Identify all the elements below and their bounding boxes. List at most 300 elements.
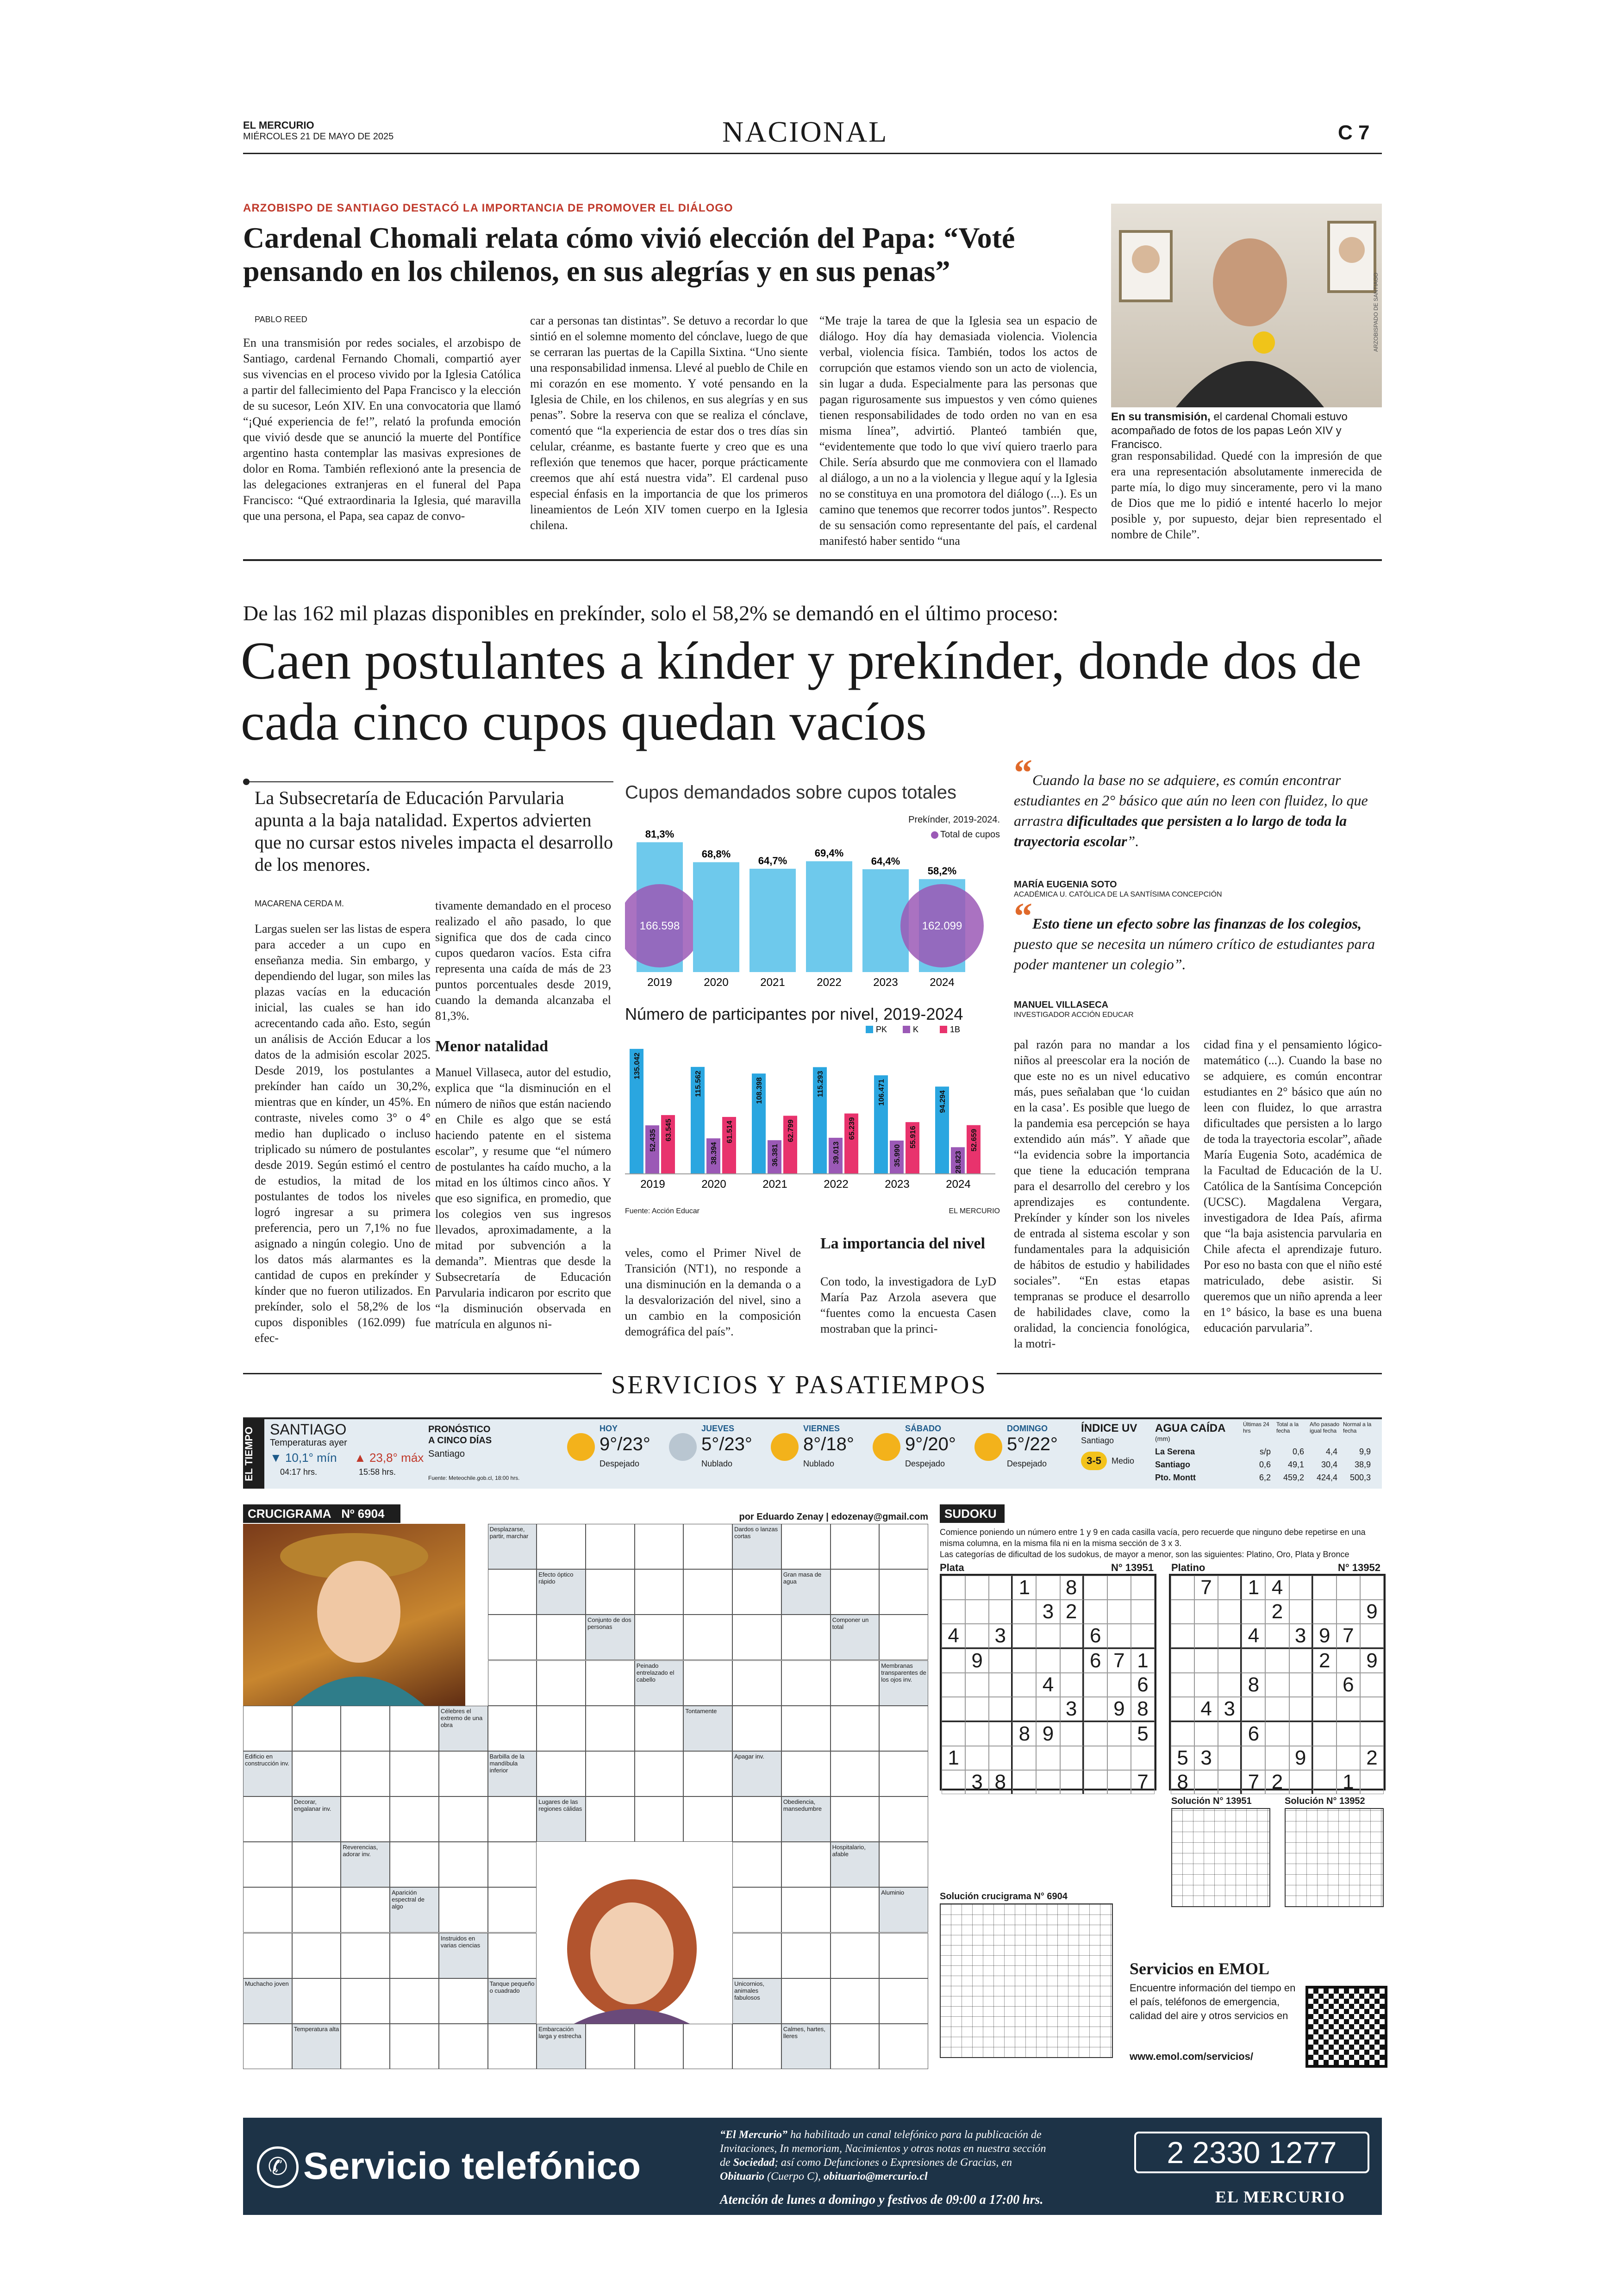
sudoku-cell[interactable]: [1131, 1624, 1155, 1649]
sudoku-cell[interactable]: [942, 1697, 965, 1722]
crossword-cell[interactable]: [732, 2024, 781, 2069]
crossword-cell[interactable]: [879, 2024, 928, 2069]
sudoku-cell[interactable]: [989, 1722, 1012, 1746]
crossword-cell[interactable]: [292, 1706, 341, 1751]
crossword-cell[interactable]: [292, 1751, 341, 1796]
crossword-cell[interactable]: [341, 1751, 390, 1796]
crossword-cell[interactable]: [439, 1796, 488, 1842]
sudoku-cell[interactable]: [1289, 1770, 1313, 1794]
sudoku-cell[interactable]: [1313, 1746, 1337, 1770]
crossword-cell[interactable]: [683, 1615, 732, 1660]
sudoku-cell[interactable]: [1084, 1576, 1107, 1600]
crossword-cell[interactable]: [831, 1978, 880, 2024]
sudoku-cell: 2: [1265, 1770, 1289, 1794]
sudoku-cell[interactable]: [1218, 1722, 1242, 1746]
chart1-tick-2022: 2022: [817, 976, 842, 989]
sudoku-cell[interactable]: [1337, 1746, 1360, 1770]
sudoku-cell: 1: [1131, 1649, 1155, 1673]
crossword-cell[interactable]: [831, 1887, 880, 1933]
sudoku-cell[interactable]: [1313, 1722, 1337, 1746]
crossword-cell[interactable]: [831, 1660, 880, 1706]
chart2-credit: EL MERCURIO: [949, 1207, 1000, 1215]
sudoku-cell[interactable]: [1171, 1697, 1194, 1722]
crossword-cell[interactable]: [732, 1842, 781, 1887]
rain-value: s/p: [1259, 1447, 1271, 1456]
chart1-tick-2019: 2019: [647, 976, 672, 989]
sudoku-cell[interactable]: [1337, 1649, 1360, 1673]
cloud-icon: [873, 1433, 900, 1461]
sudoku-cell[interactable]: [1218, 1600, 1242, 1624]
sudoku-cell: 1: [1337, 1770, 1360, 1794]
crossword-cell[interactable]: [390, 1978, 439, 2024]
sudoku2-number: N° 13952: [1338, 1562, 1380, 1573]
chart2-label-1B-2021: 62.799: [787, 1119, 795, 1142]
crossword-clue: Temperatura alta: [292, 2024, 341, 2069]
sudoku-cell[interactable]: [1194, 1600, 1218, 1624]
article2-col2b: Manuel Villaseca, autor del estudio, explica que “la disminución en el número de niños que están naciendo en Chile es algo que se está haciendo patente en el sistema escolar”, y resume que “el número de postulantes ha caído mucho, a la mitad en los últimos cinco años. Y que eso significa, en promedio, que los colegios ven sus ingresos llevados, aproximadamente, a la mitad por subvención a la demanda”. Mientras que desde la Subsecretaría de Educación Parvularia indicaron por escrito que “la disminución observada en matrícula en algunos ni-: [435, 1066, 611, 1331]
sudoku-cell[interactable]: [1265, 1624, 1289, 1649]
uv-city: Santiago: [1081, 1436, 1114, 1445]
sudoku-cell[interactable]: [1194, 1722, 1218, 1746]
crossword-cell[interactable]: [488, 1615, 537, 1660]
sudoku-cell[interactable]: [1218, 1673, 1242, 1697]
sudoku-cell[interactable]: [1337, 1576, 1360, 1600]
crossword-cell[interactable]: [390, 1706, 439, 1751]
crossword-cell[interactable]: [831, 1796, 880, 1842]
crossword-cell[interactable]: [537, 1751, 586, 1796]
sudoku-cell[interactable]: [1084, 1673, 1107, 1697]
crossword-cell[interactable]: [537, 1706, 586, 1751]
crossword-cell[interactable]: [586, 1751, 635, 1796]
crossword-cell[interactable]: [879, 1706, 928, 1751]
sudoku-cell[interactable]: [1012, 1624, 1036, 1649]
chart2-svg: [625, 1026, 1000, 1206]
crossword-cell[interactable]: [439, 1751, 488, 1796]
sudoku-cell[interactable]: [1171, 1649, 1194, 1673]
crossword-cell[interactable]: [341, 1796, 390, 1842]
crossword-cell[interactable]: [488, 1842, 537, 1887]
sudoku-cell[interactable]: [965, 1746, 989, 1770]
crossword-cell[interactable]: [879, 1842, 928, 1887]
sudoku-cell[interactable]: [1084, 1770, 1107, 1794]
chart2-legend-swatch-PK: [866, 1026, 873, 1033]
sudoku-cell[interactable]: [1060, 1722, 1084, 1746]
sudoku-cell[interactable]: [1194, 1770, 1218, 1794]
sudoku-cell[interactable]: [1194, 1649, 1218, 1673]
rain-title: AGUA CAÍDA: [1155, 1422, 1226, 1434]
crossword-cell[interactable]: [586, 1660, 635, 1706]
crossword-cell[interactable]: [732, 1569, 781, 1615]
crossword-cell[interactable]: [781, 1751, 831, 1796]
sudoku-cell: 1: [1012, 1576, 1036, 1600]
crossword-cell[interactable]: [537, 1660, 586, 1706]
crossword-grid: [243, 1524, 928, 2069]
crossword-cell[interactable]: [831, 1933, 880, 1978]
crossword-cell[interactable]: [292, 1978, 341, 2024]
chart1-tick-2024: 2024: [930, 976, 955, 989]
chart1-bar-2021: [750, 869, 796, 972]
uv-title: ÍNDICE UV: [1081, 1422, 1137, 1434]
sudoku-cell[interactable]: [1337, 1600, 1360, 1624]
sudoku-cell[interactable]: [1218, 1624, 1242, 1649]
quote-mark-icon: “: [1014, 896, 1032, 937]
rain-city: La Serena: [1155, 1447, 1195, 1456]
sudoku-cell[interactable]: [1242, 1649, 1265, 1673]
sudoku-cell[interactable]: [1218, 1649, 1242, 1673]
sudoku-cell[interactable]: [1218, 1576, 1242, 1600]
crossword-cell[interactable]: [341, 1933, 390, 1978]
crossword-cell[interactable]: [439, 1842, 488, 1887]
crossword-cell[interactable]: [879, 1615, 928, 1660]
crossword-clue: Muchacho joven: [243, 1978, 292, 2024]
crossword-cell[interactable]: [879, 1751, 928, 1796]
crossword-cell[interactable]: [732, 1615, 781, 1660]
forecast-day-name: HOY: [600, 1424, 618, 1433]
sudoku-cell[interactable]: [1242, 1697, 1265, 1722]
sudoku-cell[interactable]: [1107, 1673, 1131, 1697]
header-rule: [243, 153, 1382, 154]
sudoku-cell[interactable]: [1036, 1746, 1060, 1770]
sudoku-cell[interactable]: [1036, 1576, 1060, 1600]
crossword-cell[interactable]: [732, 1887, 781, 1933]
rain-unit: (mm): [1155, 1435, 1170, 1442]
rain-value: 49,1: [1287, 1460, 1304, 1469]
sudoku2-grid: [1169, 1574, 1386, 1793]
crossword-cell[interactable]: [831, 1569, 880, 1615]
crossword-cell[interactable]: [635, 1751, 684, 1796]
sudoku-cell[interactable]: [1107, 1722, 1131, 1746]
sudoku2-level: Platino: [1171, 1562, 1206, 1573]
cardinal-photo: [1111, 204, 1382, 407]
forecast-desc: Despejado: [905, 1459, 945, 1468]
sudoku-cell[interactable]: [1265, 1746, 1289, 1770]
sudoku-cell[interactable]: [965, 1624, 989, 1649]
crossword-cell[interactable]: [537, 1524, 586, 1569]
crossword-cell[interactable]: [683, 1569, 732, 1615]
crossword-cell[interactable]: [683, 1524, 732, 1569]
sudoku-cell[interactable]: [1337, 1722, 1360, 1746]
sudoku-cell: 3: [1218, 1697, 1242, 1722]
sudoku-cell[interactable]: [1107, 1746, 1131, 1770]
sudoku-cell[interactable]: [989, 1649, 1012, 1673]
sudoku-cell[interactable]: [1289, 1673, 1313, 1697]
sudoku-cell[interactable]: [1084, 1746, 1107, 1770]
sudoku-cell: 7: [1131, 1770, 1155, 1794]
sudoku-cell[interactable]: [942, 1722, 965, 1746]
crossword-cell[interactable]: [390, 1842, 439, 1887]
emol-url[interactable]: www.emol.com/servicios/: [1130, 2051, 1253, 2062]
sudoku-cell[interactable]: [1171, 1624, 1194, 1649]
crossword-cell[interactable]: [243, 1796, 292, 1842]
chart1-tick-2023: 2023: [873, 976, 898, 989]
rain-value: 500,3: [1349, 1473, 1371, 1482]
sudoku-cell[interactable]: [1036, 1770, 1060, 1794]
crossword-cell[interactable]: [732, 1933, 781, 1978]
caption-text: el cardenal Chomali estuvo acompañado de fotos de los papas León XIV y Francisco.: [1111, 411, 1348, 451]
sudoku-cell[interactable]: [1265, 1697, 1289, 1722]
sudoku-cell[interactable]: [1084, 1600, 1107, 1624]
sudoku-cell[interactable]: [1084, 1697, 1107, 1722]
crossword-cell[interactable]: [879, 1978, 928, 2024]
crossword-cell[interactable]: [488, 1660, 537, 1706]
crossword-clue: Efecto óptico rápido: [537, 1569, 586, 1615]
sudoku-cell[interactable]: [1218, 1746, 1242, 1770]
sudoku-cell[interactable]: [1036, 1649, 1060, 1673]
crossword-cell[interactable]: [781, 1842, 831, 1887]
sudoku-cell[interactable]: [1265, 1722, 1289, 1746]
sudoku-cell[interactable]: [1084, 1722, 1107, 1746]
crossword-cell[interactable]: [635, 2024, 684, 2069]
sudoku-cell[interactable]: [1012, 1697, 1036, 1722]
crossword-cell[interactable]: [341, 1978, 390, 2024]
chart2-tick-2024: 2024: [946, 1178, 971, 1191]
sudoku-cell[interactable]: [1313, 1697, 1337, 1722]
sudoku-cell: 2: [1060, 1600, 1084, 1624]
sudoku-cell[interactable]: [1131, 1746, 1155, 1770]
crossword-cell[interactable]: [732, 1660, 781, 1706]
crossword-cell[interactable]: [781, 1887, 831, 1933]
sudoku-cell[interactable]: [965, 1697, 989, 1722]
crossword-cell[interactable]: [586, 1569, 635, 1615]
chart2-label-1B-2024: 52.659: [970, 1129, 978, 1152]
sudoku-cell: 3: [989, 1624, 1012, 1649]
crossword-cell[interactable]: [488, 1887, 537, 1933]
crossword-cell[interactable]: [292, 1933, 341, 1978]
sudoku-cell[interactable]: [1060, 1649, 1084, 1673]
paper-name: EL MERCURIO: [243, 119, 314, 131]
sudoku-cell[interactable]: [1171, 1576, 1194, 1600]
solution2-grid: [1285, 1808, 1384, 1907]
crossword-cell[interactable]: [341, 2024, 390, 2069]
crossword-cell[interactable]: [390, 1796, 439, 1842]
sudoku-cell[interactable]: [1242, 1746, 1265, 1770]
crossword-cell[interactable]: [781, 1524, 831, 1569]
sudoku-cell: 9: [1313, 1624, 1337, 1649]
sudoku-cell[interactable]: [1060, 1673, 1084, 1697]
sudoku-cell[interactable]: [989, 1673, 1012, 1697]
sudoku-cell[interactable]: [1060, 1770, 1084, 1794]
sudoku-cell[interactable]: [1289, 1576, 1313, 1600]
crossword-cell[interactable]: [879, 1933, 928, 1978]
sudoku-cell[interactable]: [1131, 1600, 1155, 1624]
section-title: NACIONAL: [722, 115, 888, 148]
sudoku-cell[interactable]: [1313, 1770, 1337, 1794]
crossword-cell[interactable]: [879, 1569, 928, 1615]
sudoku-cell[interactable]: [1107, 1600, 1131, 1624]
sudoku-cell[interactable]: [1360, 1624, 1384, 1649]
sudoku-cell: 8: [1171, 1770, 1194, 1794]
sudoku-cell[interactable]: [1171, 1673, 1194, 1697]
crossword-cell[interactable]: [439, 1887, 488, 1933]
sudoku1-grid: [940, 1574, 1156, 1793]
sudoku-cell[interactable]: [1012, 1770, 1036, 1794]
sudoku-cell[interactable]: [1360, 1697, 1384, 1722]
rain-header: Total a la fecha: [1276, 1421, 1299, 1434]
sudoku-cell[interactable]: [1289, 1600, 1313, 1624]
sudoku-cell[interactable]: [1289, 1722, 1313, 1746]
sudoku-cell[interactable]: [965, 1722, 989, 1746]
crossword-cell[interactable]: [781, 1933, 831, 1978]
crossword-cell[interactable]: [781, 1978, 831, 2024]
sudoku-cell[interactable]: [1060, 1624, 1084, 1649]
crossword-cell[interactable]: [683, 2024, 732, 2069]
crossword-cell[interactable]: [390, 1751, 439, 1796]
sudoku-cell[interactable]: [1194, 1624, 1218, 1649]
sudoku-cell[interactable]: [989, 1600, 1012, 1624]
sudoku-cell[interactable]: [1012, 1673, 1036, 1697]
sudoku-cell[interactable]: [1360, 1673, 1384, 1697]
sudoku-cell[interactable]: [1337, 1697, 1360, 1722]
article1-col1: En una transmisión por redes sociales, el arzobispo de Santiago, cardenal Fernando Chomali, compartió ayer sus vivencias en el proceso vivido por la Iglesia Católica a partir del fallecimiento del Papa Francisco y la elección de su sucesor, León XIV. En una convocatoria que llamó “¡Qué experiencia de fe!”, relató la profunda emoción que vivió desde que se anunció la muerte del Pontífice argentino hasta contemplar las masivas expresiones de dolor en Roma. También reflexionó ante la presencia de las delegaciones extranjeras en el funeral del Papa Francisco: “Qué extraordinaria la Iglesia, qué maravilla que una persona, el Papa, sea capaz de convo-: [243, 336, 521, 523]
sudoku-cell[interactable]: [1360, 1770, 1384, 1794]
sudoku-cell[interactable]: [1060, 1746, 1084, 1770]
sudoku-cell[interactable]: [1265, 1673, 1289, 1697]
crossword-cell[interactable]: [243, 1842, 292, 1887]
sudoku-cell[interactable]: [965, 1673, 989, 1697]
crossword-cell[interactable]: [781, 1660, 831, 1706]
crossword-cell[interactable]: [243, 1706, 292, 1751]
sudoku-cell[interactable]: [989, 1576, 1012, 1600]
sudoku-cell[interactable]: [1265, 1649, 1289, 1673]
sudoku-cell[interactable]: [1036, 1697, 1060, 1722]
sudoku-cell[interactable]: [942, 1770, 965, 1794]
weather-min-time: 04:17 hrs.: [280, 1467, 318, 1477]
subhead-menor-natalidad: Menor natalidad: [435, 1038, 549, 1055]
crossword-cell[interactable]: [243, 1887, 292, 1933]
crossword-solution-title: Solución crucigrama N° 6904: [940, 1891, 1068, 1902]
sudoku-cell: 3: [1194, 1746, 1218, 1770]
article1-col3: “Me traje la tarea de que la Iglesia sea un espacio de diálogo. Hoy día hay demasiada violencia. Violencia verbal, violencia física. También, todos los actos de corrupción que estamos viendo son un acto de violencia, sin lugar a duda. Especialmente para las personas que pagan rigurosamente sus impuestos y ven cómo quienes tienen responsabilidades de todo orden no van en esa misma línea”, advirtió. Planteó también que, “evidentemente que todo lo que viví quiero traerlo para Chile. Sería absurdo que me conmoviera con el llamado al diálogo, a un no a la violencia y llegue aquí y la Iglesia no se constituya en una promotora del diálogo (...). Es un camino que tenemos que recorrer todos juntos”. Respecto de su sensación como representante del país, el cardenal manifestó haber sentido “una: [819, 314, 1097, 548]
crossword-cell[interactable]: [831, 1706, 880, 1751]
crossword-cell[interactable]: [586, 2024, 635, 2069]
sudoku-cell[interactable]: [942, 1576, 965, 1600]
sudoku-cell[interactable]: [1036, 1624, 1060, 1649]
forecast-temp: 8°/18°: [803, 1434, 854, 1454]
crossword-cell[interactable]: [683, 1796, 732, 1842]
sudoku-cell[interactable]: [1242, 1600, 1265, 1624]
crossword-cell[interactable]: [635, 1796, 684, 1842]
sudoku-cell[interactable]: [1107, 1770, 1131, 1794]
crossword-cell[interactable]: [488, 1569, 537, 1615]
crossword-cell[interactable]: [439, 1978, 488, 2024]
article1-col4: gran responsabilidad. Quedé con la impresión de que era una representación absolutamente inmerecida de parte mía, lo digo muy sinceramente, pero vi la mano de Dios que me lo pidió e intenté hacerlo lo mejor posible y, por supuesto, dejar bien representado el nombre de Chile”.: [1111, 449, 1382, 541]
crossword-cell[interactable]: [243, 2024, 292, 2069]
crossword-cell[interactable]: [732, 1796, 781, 1842]
crossword-cell[interactable]: [439, 2024, 488, 2069]
crossword-cell[interactable]: [488, 1706, 537, 1751]
footer-bold4: obituario@mercurio.cl: [824, 2170, 928, 2183]
sudoku-intro2: Las categorías de dificultad de los sudokus, de mayor a menor, son las siguientes: Platino, Oro, Plata y Bronce: [940, 1550, 1349, 1559]
crossword-clue: Instruidos en varias ciencias: [439, 1933, 488, 1978]
rain-header: Últimas 24 hrs: [1243, 1421, 1269, 1434]
crossword-cell[interactable]: [635, 1569, 684, 1615]
crossword-cell[interactable]: [586, 1706, 635, 1751]
crossword-cell[interactable]: [781, 1615, 831, 1660]
crossword-cell[interactable]: [341, 1706, 390, 1751]
article2-lede: La Subsecretaría de Educación Parvularia apunta a la baja natalidad. Expertos advierten que no cursar estos niveles impacta el desarrollo de los menores.: [255, 787, 613, 875]
crossword-cell[interactable]: [292, 1887, 341, 1933]
crossword-cell[interactable]: [781, 1706, 831, 1751]
crossword-cell[interactable]: [586, 1796, 635, 1842]
crossword-cell[interactable]: [879, 1524, 928, 1569]
footer-text2: ; así como Defunciones o Expresiones de Gracias, en: [774, 2157, 1012, 2169]
sudoku-cell[interactable]: [965, 1576, 989, 1600]
sudoku-cell: 6: [1084, 1649, 1107, 1673]
quote-soto: [1014, 753, 1382, 851]
crossword-cell[interactable]: [537, 1615, 586, 1660]
crossword-cell[interactable]: [243, 1933, 292, 1978]
sudoku-cell[interactable]: [1107, 1576, 1131, 1600]
forecast-city: Santiago: [428, 1449, 465, 1459]
sudoku-cell[interactable]: [1289, 1649, 1313, 1673]
crossword-cell[interactable]: [879, 1796, 928, 1842]
sudoku-cell[interactable]: [1171, 1600, 1194, 1624]
crossword-cell[interactable]: [390, 2024, 439, 2069]
chart2-source: Fuente: Acción Educar: [625, 1207, 700, 1215]
chart2-label-1B-2022: 65.239: [848, 1117, 856, 1140]
quote2-bold: Esto tiene un efecto sobre las finanzas de los colegios,: [1032, 915, 1362, 932]
sudoku-cell[interactable]: [1218, 1770, 1242, 1794]
sudoku-cell[interactable]: [942, 1600, 965, 1624]
crossword-cell[interactable]: [732, 1706, 781, 1751]
chart2-tick-2020: 2020: [701, 1178, 726, 1191]
sudoku-cell: 1: [942, 1746, 965, 1770]
crossword-cell[interactable]: [488, 1933, 537, 1978]
crossword-header: [243, 1504, 400, 1523]
crossword-cell[interactable]: [635, 1615, 684, 1660]
sudoku-cell[interactable]: [1313, 1600, 1337, 1624]
crossword-cell[interactable]: [292, 1842, 341, 1887]
sudoku-cell[interactable]: [942, 1673, 965, 1697]
sudoku-cell[interactable]: [1107, 1624, 1131, 1649]
crossword-cell[interactable]: [341, 1887, 390, 1933]
crossword-clue: Lugares de las regiones cálidas: [537, 1796, 586, 1842]
article1-title: Cardenal Chomali relata cómo vivió elección del Papa: “Voté pensando en los chilenos, en sus alegrías y en sus penas”: [243, 221, 1015, 287]
sudoku-cell[interactable]: [1012, 1746, 1036, 1770]
sudoku-cell: 2: [1265, 1600, 1289, 1624]
crossword-cell[interactable]: [683, 1660, 732, 1706]
crossword-cell[interactable]: [831, 2024, 880, 2069]
sudoku-cell[interactable]: [1313, 1576, 1337, 1600]
crossword-cell[interactable]: [635, 1524, 684, 1569]
chart2-title: Número de participantes por nivel, 2019-2024: [625, 1004, 963, 1023]
sudoku-cell[interactable]: [1131, 1576, 1155, 1600]
sudoku-cell[interactable]: [1194, 1673, 1218, 1697]
sudoku-cell[interactable]: [989, 1746, 1012, 1770]
crossword-cell[interactable]: [831, 1751, 880, 1796]
sudoku-cell[interactable]: [1360, 1576, 1384, 1600]
crossword-cell[interactable]: [831, 1524, 880, 1569]
sudoku-cell[interactable]: [1360, 1722, 1384, 1746]
qr-code-icon[interactable]: [1305, 1986, 1387, 2068]
crossword-cell[interactable]: [635, 1706, 684, 1751]
crossword-cell[interactable]: [488, 2024, 537, 2069]
crossword-cell[interactable]: [683, 1751, 732, 1796]
crossword-cell[interactable]: [586, 1524, 635, 1569]
sudoku-cell[interactable]: [1313, 1673, 1337, 1697]
phone-number[interactable]: 2 2330 1277: [1134, 2132, 1369, 2173]
sudoku-cell[interactable]: [1012, 1600, 1036, 1624]
crossword-cell[interactable]: [488, 1796, 537, 1842]
sudoku-cell[interactable]: [942, 1649, 965, 1673]
sudoku-cell[interactable]: [1289, 1697, 1313, 1722]
sudoku-cell[interactable]: [1012, 1649, 1036, 1673]
sudoku-cell[interactable]: [989, 1697, 1012, 1722]
crossword-clue: Apagar inv.: [732, 1751, 781, 1796]
sudoku-cell[interactable]: [1171, 1722, 1194, 1746]
crossword-cell[interactable]: [390, 1933, 439, 1978]
sudoku-cell[interactable]: [965, 1600, 989, 1624]
